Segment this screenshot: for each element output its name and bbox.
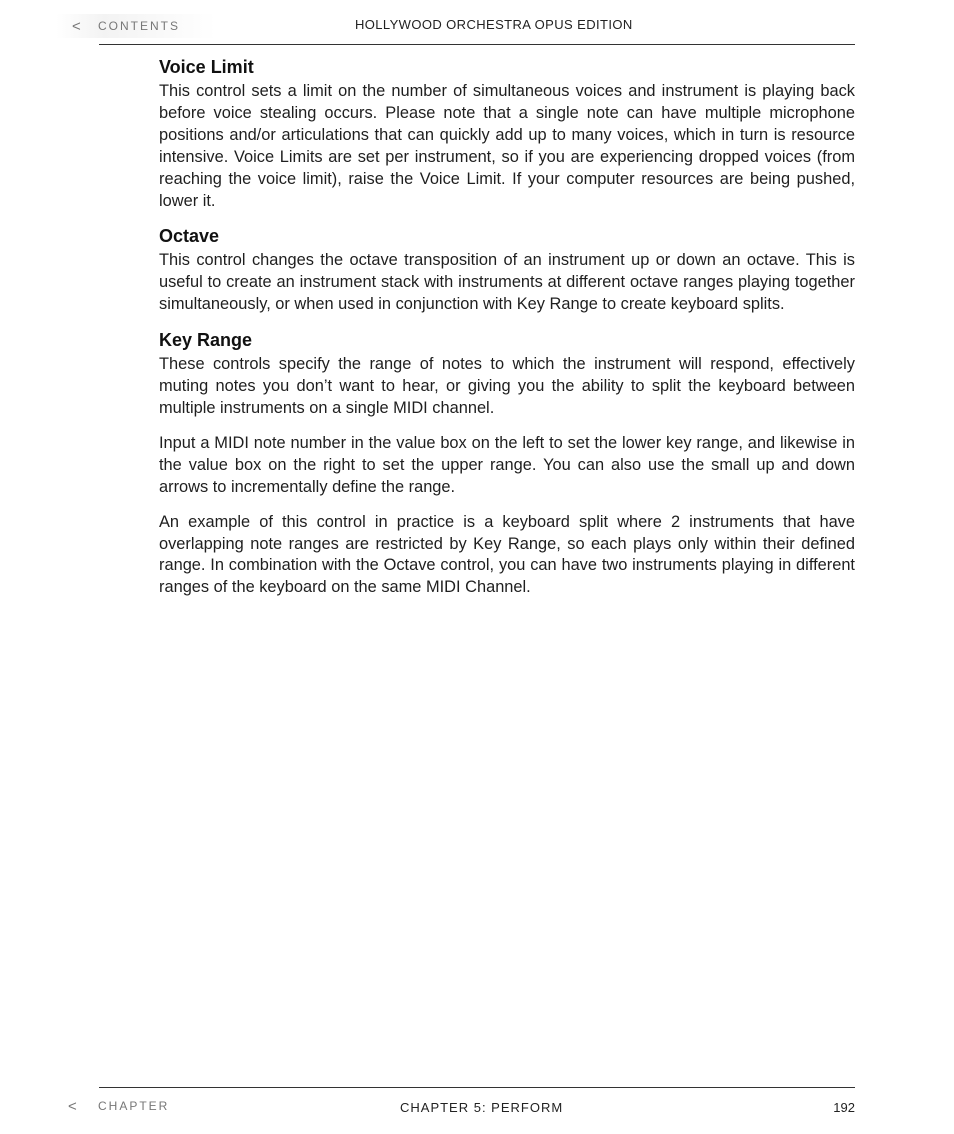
chapter-link[interactable] bbox=[56, 1095, 186, 1117]
document-title: HOLLYWOOD ORCHESTRA OPUS EDITION bbox=[355, 17, 633, 32]
paragraph: An example of this control in practice is a keyboard split where 2 instruments that have overlapping note ranges are restricted by Key Range, so each plays only within their defined range. In combination with the Octave control, you can have two instruments playing in different ranges of the keyboard on the same MIDI Channel. bbox=[159, 512, 855, 597]
section-key-range bbox=[159, 329, 855, 599]
contents-link[interactable] bbox=[56, 14, 216, 38]
section-octave bbox=[159, 225, 855, 316]
contents-link-label: CONTENTS bbox=[98, 19, 180, 33]
chapter-link-label: CHAPTER bbox=[98, 1099, 170, 1113]
paragraph: This control changes the octave transposition of an instrument up or down an octave. This is useful to create an instrument stack with instruments at different octave ranges playing together simultaneously, or when used in conjunction with Key Range to create keyboard splits. bbox=[159, 251, 855, 314]
section-heading: Key Range bbox=[159, 330, 253, 351]
page-content bbox=[159, 56, 855, 612]
chevron-left-icon: < bbox=[68, 1097, 77, 1115]
paragraph: Input a MIDI note number in the value box on the left to set the lower key range, and likewise in the value box on the right to set the upper range. You can also use the small up and down arrows to incrementally define the range. bbox=[159, 433, 855, 496]
paragraph: These controls specify the range of notes to which the instrument will respond, effectively muting notes you don’t want to hear, or giving you the ability to split the keyboard between multiple instruments on a single MIDI channel. bbox=[159, 355, 855, 417]
page-number: 192 bbox=[833, 1100, 855, 1115]
chevron-left-icon: < bbox=[72, 17, 81, 35]
chapter-title: CHAPTER 5: PERFORM bbox=[400, 1100, 564, 1115]
paragraph: This control sets a limit on the number of simultaneous voices and instrument is playing back before voice stealing occurs. Please note that a single note can have multiple microphone positions and/or articulations that can quickly add up to many voices, which in turn is resource intensive. Voice Limits are set per instrument, so if you are experiencing dropped voices (from reaching the voice limit), raise the Voice Limit. If your computer resources are being pushed, lower it. bbox=[159, 82, 855, 210]
section-voice-limit bbox=[159, 56, 855, 212]
section-heading: Voice Limit bbox=[159, 57, 254, 77]
section-heading: Octave bbox=[159, 226, 220, 247]
